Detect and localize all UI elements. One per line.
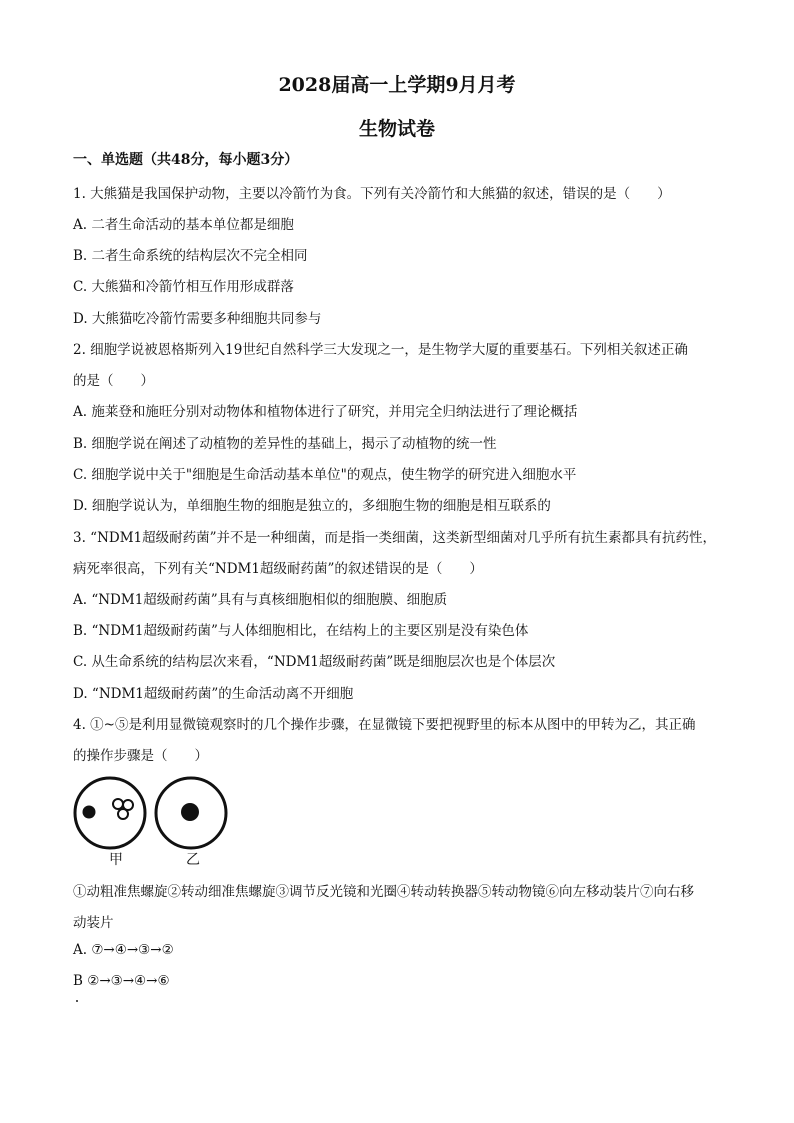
question-4-option-a: A. ⑦→④→③→② (73, 942, 174, 958)
question-2-option-a: A. 施莱登和施旺分别对动物体和植物体进行了研究，并用完全归纳法进行了理论概括 (73, 404, 578, 420)
figure-label-jia: 甲 (109, 852, 123, 868)
field-jia (75, 778, 145, 848)
exam-subtitle: 生物试卷 (358, 118, 435, 140)
question-1-option-c: C. 大熊猫和冷箭竹相互作用形成群落 (73, 279, 294, 295)
question-3-stem-line2: 病死率很高，下列有关“NDM1超级耐药菌”的叙述错误的是（ ） (73, 561, 483, 577)
specimen-dot-icon (83, 806, 96, 819)
question-1-option-d: D. 大熊猫吃冷箭竹需要多种细胞共同参与 (73, 311, 322, 327)
question-2-option-c: C. 细胞学说中关于"细胞是生命活动基本单位"的观点，使生物学的研究进入细胞水平 (73, 467, 577, 483)
exam-title: 2028届高一上学期9月月考 (278, 74, 516, 96)
microscope-field-figure (72, 773, 232, 873)
question-2-stem-line2: 的是（ ） (73, 373, 154, 389)
question-2-stem-line1: 2. 细胞学说被恩格斯列入19世纪自然科学三大发现之一，是生物学大厦的重要基石。下列相关叙述正确 (73, 342, 688, 358)
question-3-option-b: B. “NDM1超级耐药菌”与人体细胞相比，在结构上的主要区别是没有染色体 (73, 623, 529, 639)
question-3-option-d: D. “NDM1超级耐药菌”的生命活动离不开细胞 (73, 686, 354, 702)
question-4-stem-line1: 4. ①~⑤是利用显微镜观察时的几个操作步骤，在显微镜下要把视野里的标本从图中的甲转为乙，其正确 (73, 717, 696, 733)
question-4-steps-line2: 动装片 (73, 915, 114, 931)
question-3-stem-line1: 3. “NDM1超级耐药菌”并不是一种细菌，而是指一类细菌，这类新型细菌对几乎所有抗生素都具有抗药性， (73, 530, 717, 546)
figure-label-yi: 乙 (186, 852, 200, 868)
question-1-option-a: A. 二者生命活动的基本单位都是细胞 (73, 217, 294, 233)
section-heading: 一、单选题（共48分，每小题3分） (73, 152, 299, 168)
question-3-option-c: C. 从生命系统的结构层次来看，“NDM1超级耐药菌”既是细胞层次也是个体层次 (73, 654, 556, 670)
question-4-steps-line1: ①动粗准焦螺旋②转动细准焦螺旋③调节反光镜和光圈④转动转换器⑤转动物镜⑥向左移动装片⑦向右移 (73, 884, 694, 900)
question-1-option-b: B. 二者生命系统的结构层次不完全相同 (73, 248, 308, 264)
question-4-option-b: B ②→③→④→⑥ (73, 973, 170, 989)
stray-mark (76, 1000, 78, 1002)
question-3-option-a: A. “NDM1超级耐药菌”具有与真核细胞相似的细胞膜、细胞质 (73, 592, 448, 608)
question-2-option-d: D. 细胞学说认为，单细胞生物的细胞是独立的，多细胞生物的细胞是相互联系的 (73, 498, 551, 514)
question-4-stem-line2: 的操作步骤是（ ） (73, 748, 208, 764)
question-1-stem: 1. 大熊猫是我国保护动物，主要以冷箭竹为食。下列有关冷箭竹和大熊猫的叙述，错误的是（ ） (73, 186, 671, 202)
question-2-option-b: B. 细胞学说在阐述了动植物的差异性的基础上，揭示了动植物的统一性 (73, 436, 497, 452)
field-yi (156, 778, 226, 848)
magnified-specimen-icon (181, 803, 199, 821)
